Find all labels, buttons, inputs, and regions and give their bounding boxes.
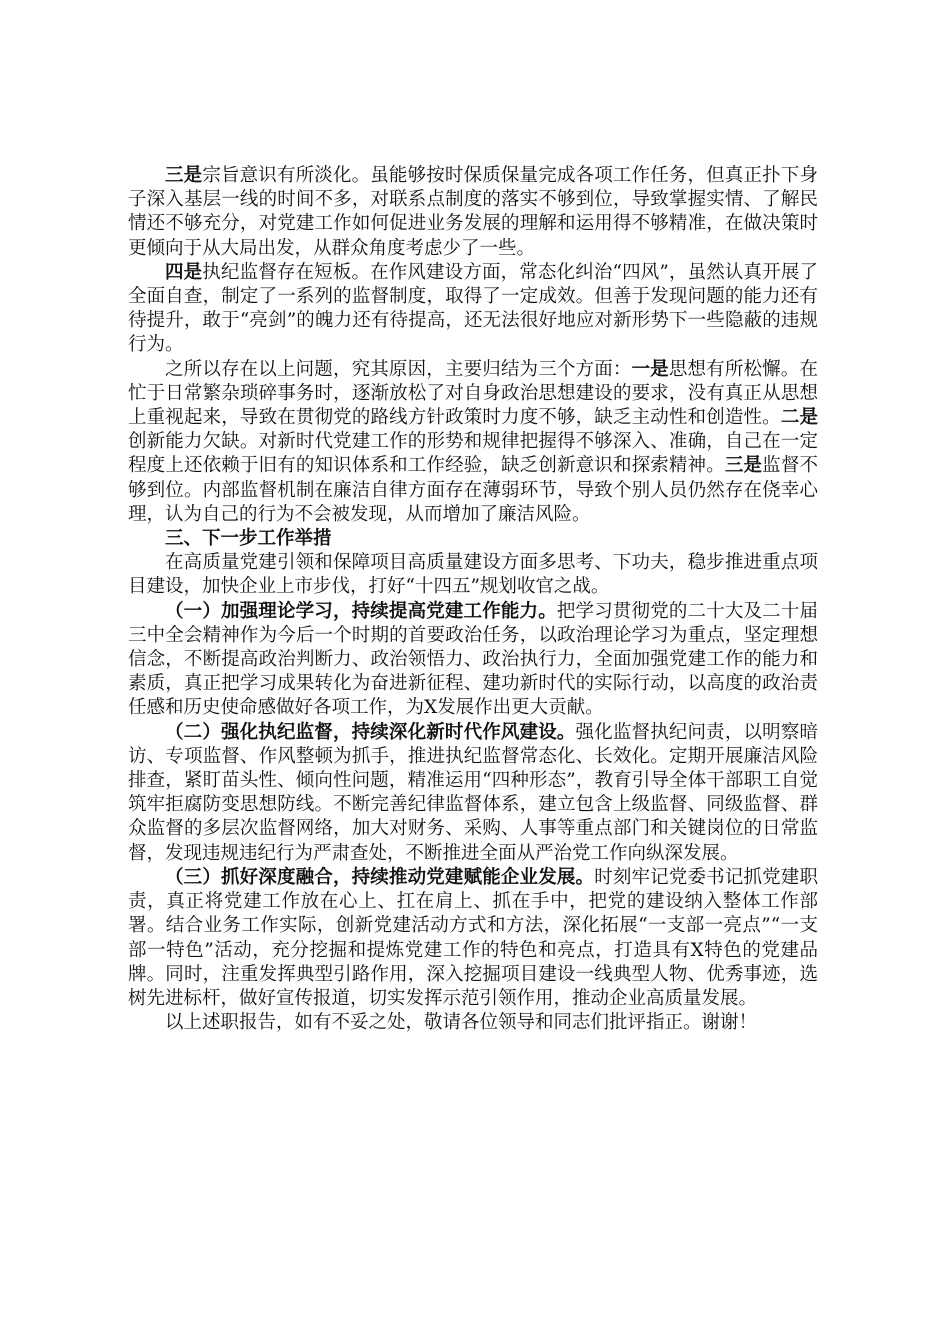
- paragraph-text: 以上述职报告，如有不妥之处，敬请各位领导和同志们批评指正。谢谢！: [165, 1012, 758, 1034]
- section-heading: 三、下一步工作举措: [165, 528, 332, 550]
- paragraph-point-four: [128, 261, 818, 358]
- paragraph-lead: 四是: [165, 261, 203, 283]
- paragraph-text: 宗旨意识有所淡化。虽能够按时保质保量完成各项工作任务，但真正扑下身子深入基层一线的时间不多，对联系点制度的落实不够到位，导致掌握实情、了解民情还不够充分，对党建工作如何促进业务发展的理解和运用得不够精准，在做决策时更倾向于从大局出发，从群众角度考虑少了一些。: [128, 165, 818, 259]
- paragraph-intro-next-steps: [128, 551, 818, 599]
- paragraph-measure-two: [128, 721, 818, 866]
- paragraph-text: 监督不够到位。内部监督机制在廉洁自律方面存在薄弱环节，导致个别人员仍然存在侥幸心理，认为自己的行为不会被发现，从而增加了廉洁风险。: [128, 455, 818, 525]
- paragraph-causes: [128, 358, 818, 527]
- paragraph-measure-three: [128, 866, 818, 1011]
- paragraph-text: 强化监督执纪问责，以明察暗访、专项监督、作风整顿为抓手，推进执纪监督常态化、长效化。定期开展廉洁风险排查，紧盯苗头性、倾向性问题，精准运用“四种形态”，教育引导全体干部职工自觉筑牢拒腐防变思想防线。不断完善纪律监督体系，建立包含上级监督、同级监督、群众监督的多层次监督网络，加大对财务、采购、人事等重点部门和关键岗位的日常监督，发现违规违纪行为严肃查处，不断推进全面从严治党工作向纵深发展。: [128, 721, 818, 864]
- paragraph-text: 在高质量党建引领和保障项目高质量建设方面多思考、下功夫，稳步推进重点项目建设，加快企业上市步伐，打好“十四五”规划收官之战。: [128, 552, 818, 598]
- paragraph-measure-one: [128, 600, 818, 721]
- paragraph-text: 思想有所松懈。在忙于日常繁杂琐碎事务时，逐渐放松了对自身政治思想建设的要求，没有真正从思想上重视起来，导致在贯彻党的路线方针政策时力度不够，缺乏主动性和创造性。: [128, 358, 818, 429]
- paragraph-lead: （二）强化执纪监督，持续深化新时代作风建设。: [165, 721, 576, 743]
- paragraph-lead: 一是: [631, 358, 669, 380]
- paragraph-lead: （三）抓好深度融合，持续推动党建赋能企业发展。: [165, 866, 595, 888]
- paragraph-lead: （一）加强理论学习，持续提高党建工作能力。: [165, 600, 557, 622]
- paragraph-text: 执纪监督存在短板。在作风建设方面，常态化纠治“四风”，虽然认真开展了全面自查，制定了一系列的监督制度，取得了一定成效。但善于发现问题的能力还有待提升，敢于“亮剑”的魄力还有待提高，还无法很好地应对新形势下一些隐蔽的违规行为。: [128, 261, 818, 356]
- paragraph-lead: 二是: [780, 407, 818, 429]
- paragraph-lead: 三是: [724, 455, 763, 477]
- paragraph-closing: [128, 1011, 818, 1035]
- paragraph-point-three: [128, 164, 818, 261]
- paragraph-text: 之所以存在以上问题，究其原因，主要归结为三个方面：: [165, 358, 632, 380]
- paragraph-text: 时刻牢记党委书记抓党建职责，真正将党建工作放在心上、扛在肩上、抓在手中，把党的建设纳入整体工作部署。结合业务工作实际，创新党建活动方式和方法，深化拓展“一支部一亮点”“一支部一特色”活动，充分挖掘和提炼党建工作的特色和亮点，打造具有X特色的党建品牌。同时，注重发挥典型引路作用，深入挖掘项目建设一线典型人物、优秀事迹，选树先进标杆，做好宣传报道，切实发挥示范引领作用，推动企业高质量发展。: [128, 866, 818, 1009]
- paragraph-text: 把学习贯彻党的二十大及二十届三中全会精神作为今后一个时期的首要政治任务，以政治理论学习为重点，坚定理想信念，不断提高政治判断力、政治领悟力、政治执行力，全面加强党建工作的能力和素质，真正把学习成果转化为奋进新征程、建功新时代的实际行动，以高度的政治责任感和历史使命感做好各项工作，为X发展作出更大贡献。: [128, 600, 818, 719]
- document-page: [128, 164, 818, 1035]
- paragraph-text: 创新能力欠缺。对新时代党建工作的形势和规律把握得不够深入、准确，自己在一定程度上还依赖于旧有的知识体系和工作经验，缺乏创新意识和探索精神。: [128, 431, 818, 477]
- paragraph-lead: 三是: [165, 165, 203, 186]
